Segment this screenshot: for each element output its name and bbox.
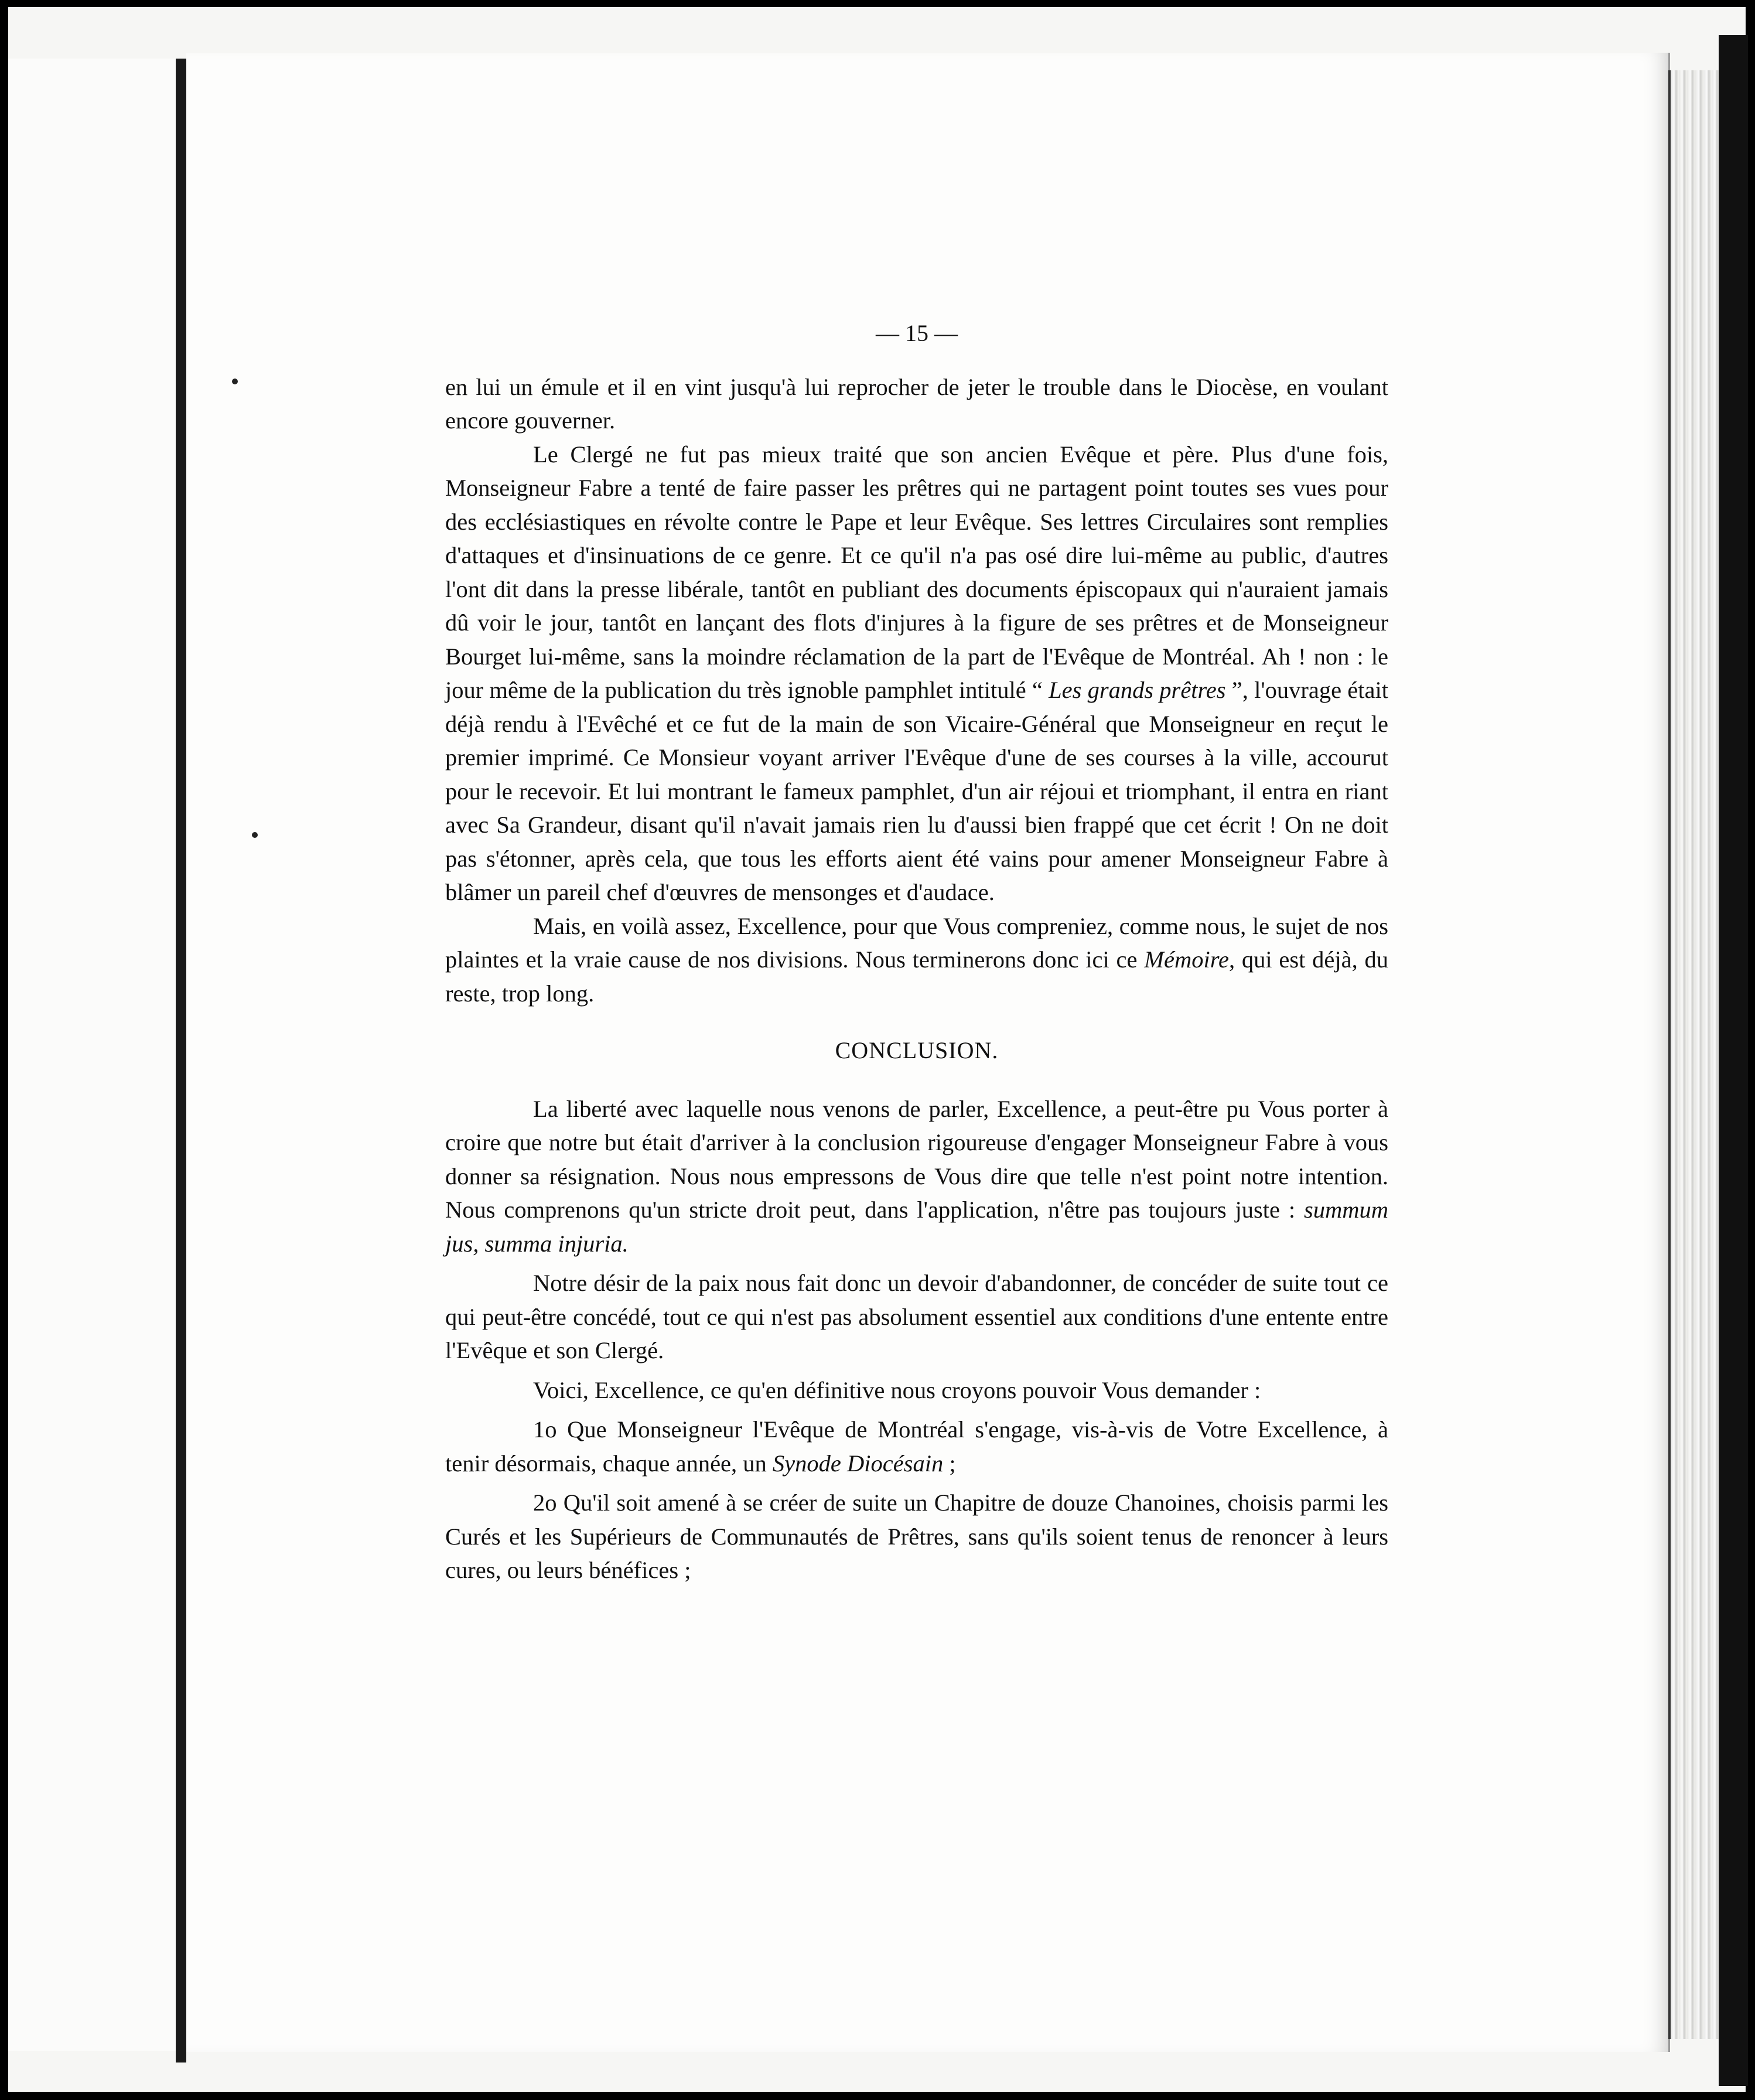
text-run: La liberté avec laquelle nous venons de parler, Excellence, a peut-être pu Vous porter à croire que notre but était d'arriver à la conclusion rigoureuse d'engager Monseigneur Fabre à vous donner sa résignation. Nous nous empressons de Vous dire que telle n'est point notre intention. Nous comprenons qu'un stricte droit peut, dans l'application, n'être pas toujours juste : (445, 1095, 1388, 1223)
paragraph (445, 1486, 1388, 1587)
italic-text: Synode Diocésain (772, 1450, 944, 1477)
text-run: Le Clergé ne fut pas mieux traité que son ancien Evêque et père. Plus d'une fois, Monseigneur Fabre a tenté de faire passer les prêtres qui ne partagent point toutes ses vues pour des ecclésiastiques en révolte contre le Pape et leur Evêque. Ses lettres Circulaires sont remplies d'attaques et d'insinuations de ce genre. Et ce qu'il n'a pas osé dire lui-même au public, d'autres l'ont dit dans la presse libérale, tantôt en publiant des documents épiscopaux qui n'auraient jamais dû voir le jour, tantôt en lançant des flots d'injures à la figure de ses prêtres et de Monseigneur Bourget lui-même, sans la moindre réclamation de la part de l'Evêque de Montréal. Ah ! non : le jour même de la publication du très ignoble pamphlet intitulé “ (445, 441, 1388, 703)
paragraph (445, 1092, 1388, 1261)
section-title: CONCLUSION. (835, 1037, 999, 1063)
page-number: — 15 — (876, 320, 958, 346)
body-text-before (445, 370, 1388, 1011)
text-run: Voici, Excellence, ce qu'en définitive nous croyons pouvoir Vous demander : (533, 1376, 1261, 1403)
paragraph (445, 438, 1388, 909)
scan-border (1719, 35, 1748, 2086)
text-run: ”, l'ouvrage était déjà rendu à l'Evêché et ce fut de la main de son Vicaire-Général que Monseigneur en reçut le premier imprimé. Ce Monsieur voyant arriver l'Evêque d'une de ses courses à la ville, accourut pour le recevoir. Et lui montrant le fameux pamphlet, d'un air réjoui et triomphant, il entra en riant avec Sa Grandeur, disant qu'il n'avait jamais rien lu d'aussi bien frappé que cet écrit ! On ne doit pas s'étonner, après cela, que tous les efforts aient été vains pour amener Monseigneur Fabre à blâmer un pareil chef d'œuvres de mensonges et d'audace. (445, 677, 1388, 905)
italic-text: Les grands prêtres (1049, 677, 1226, 703)
facing-page (8, 59, 176, 2051)
paragraph (445, 370, 1388, 438)
text-run: , qui est déjà, du reste, trop long. (445, 946, 1388, 1007)
paragraph (445, 1373, 1388, 1407)
text-run: Mais, en voilà assez, Excellence, pour que Vous compreniez, comme nous, le sujet de nos plaintes et la vraie cause de nos divisions. Nous terminerons donc ici ce (445, 912, 1388, 973)
scan-speck (252, 832, 258, 838)
paragraph (445, 1413, 1388, 1480)
italic-text: summum jus, summa injuria. (445, 1196, 1388, 1257)
text-run: en lui un émule et il en vint jusqu'à lui reprocher de jeter le trouble dans le Diocèse, en voulant encore gouverner. (445, 373, 1388, 434)
paragraph (445, 1266, 1388, 1368)
body-text-after (445, 1092, 1388, 1587)
scan-speck (232, 379, 238, 384)
text-run: 1o Que Monseigneur l'Evêque de Montréal s'engage, vis-à-vis de Votre Excellence, à tenir désormais, chaque année, un (445, 1416, 1388, 1477)
paragraph (445, 909, 1388, 1011)
text-run: 2o Qu'il soit amené à se créer de suite un Chapitre de douze Chanoines, choisis parmi les Curés et les Supérieurs de Communautés de Prêtres, sans qu'ils soient tenus de renoncer à leurs cures, ou leurs bénéfices ; (445, 1489, 1388, 1583)
book-gutter (176, 59, 186, 2062)
page-stack-edge (1668, 70, 1721, 2039)
text-run: ; (943, 1450, 956, 1477)
page-content (445, 316, 1388, 1587)
text-run: Notre désir de la paix nous fait donc un devoir d'abandonner, de concéder de suite tout ce qui peut-être concédé, tout ce qui n'est pas absolument essentiel aux conditions d'une entente entre l'Evêque et son Clergé. (445, 1270, 1388, 1363)
italic-text: Mémoire (1144, 946, 1229, 973)
